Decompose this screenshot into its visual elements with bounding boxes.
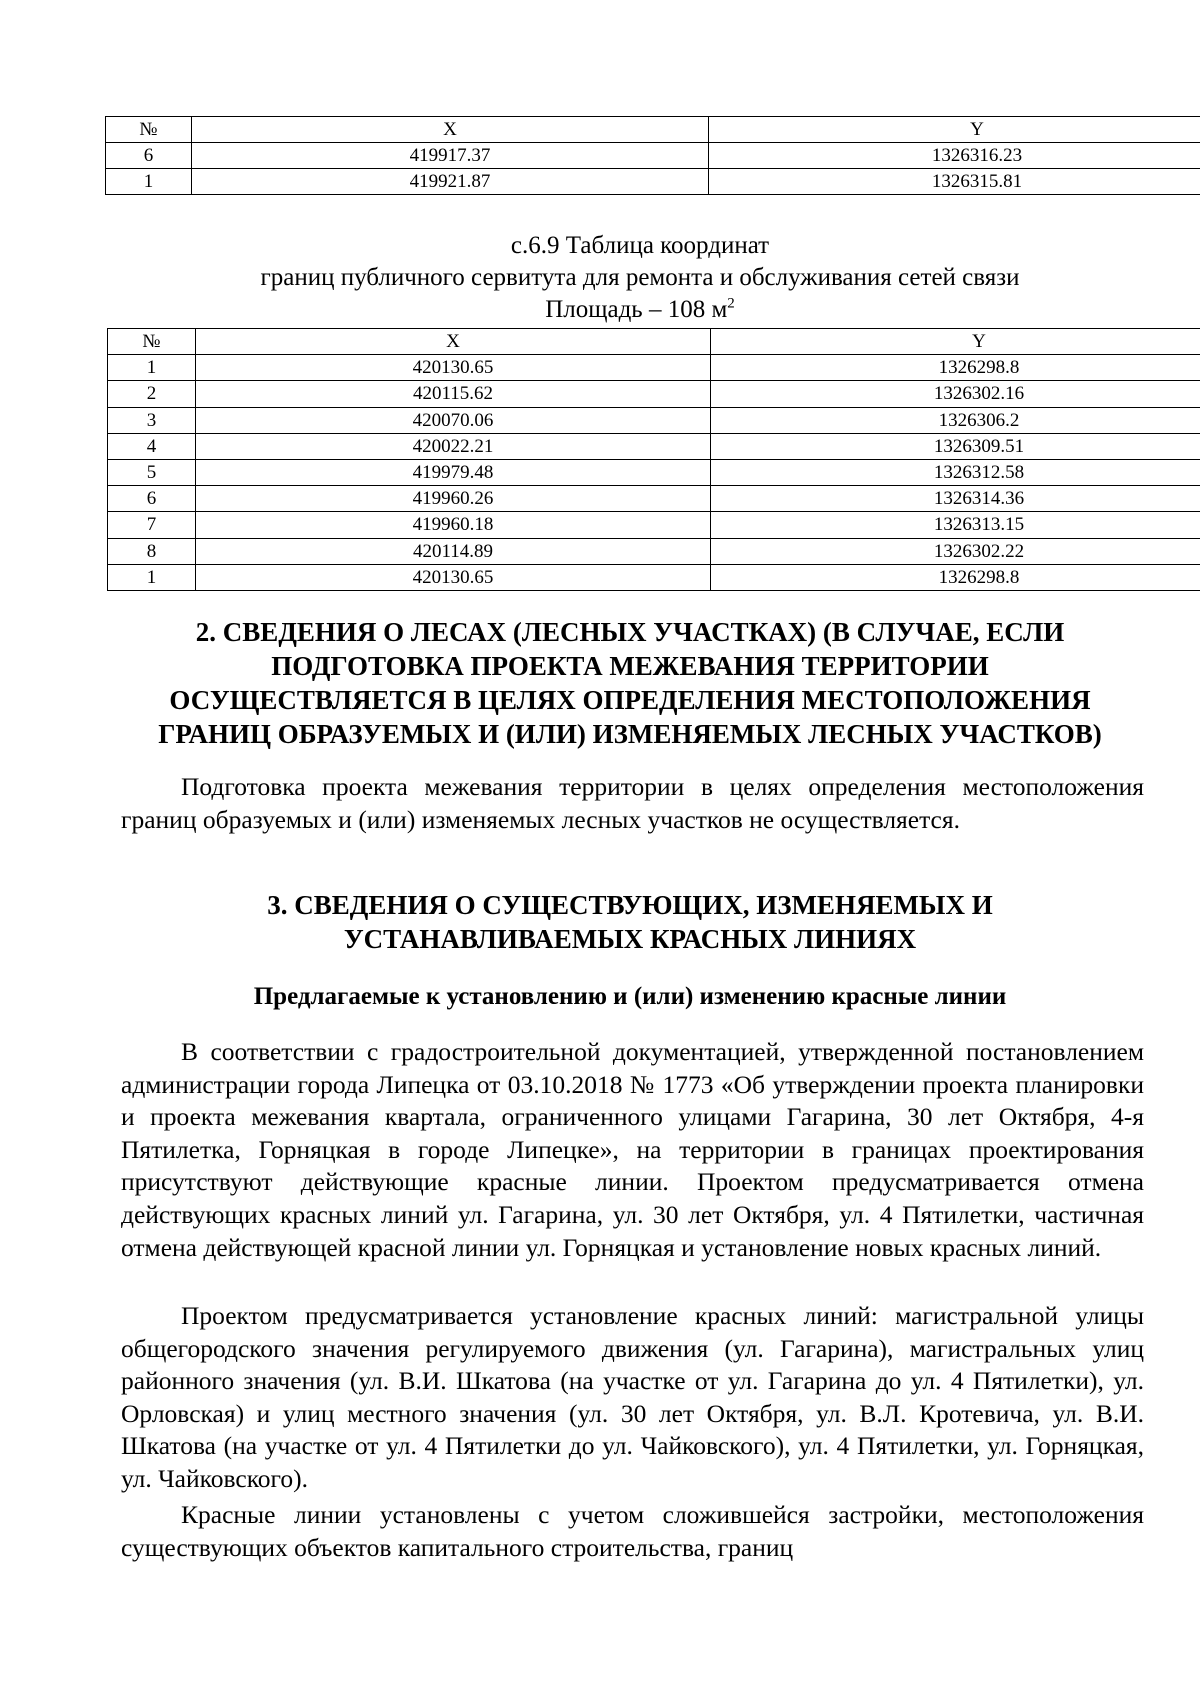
section-3-heading-line-1: 3. СВЕДЕНИЯ О СУЩЕСТВУЮЩИХ, ИЗМЕНЯЕМЫХ И (267, 890, 993, 920)
table-row (108, 538, 1200, 564)
table-row (108, 355, 1200, 381)
cell-x: 420114.89 (196, 538, 711, 564)
cell-y: 1326312.58 (711, 459, 1200, 485)
cell-y: 1326298.8 (711, 355, 1200, 381)
section-3-paragraph-1: В соответствии с градостроительной документацией, утвержденной постановлением администрации города Липецка от 03.10.2018 № 1773 «Об утверждении проекта планировки и проекта межевания квартала, ограниченного улицами Гагарина, 30 лет Октября, 4-я Пятилетка, Горняцкая в городе Липецке», на территории в границах проектирования присутствуют действующие красные линии. Проектом предусматривается отмена действующих красных линий ул. Гагарина, ул. 30 лет Октября, ул. 4 Пятилетки, частичная отмена действующей красной линии ул. Горняцкая и установление новых красных линий. (121, 1037, 1144, 1262)
section-2-heading-line-3: ОСУЩЕСТВЛЯЕТСЯ В ЦЕЛЯХ ОПРЕДЕЛЕНИЯ МЕСТОПОЛОЖЕНИЯ (169, 685, 1091, 715)
table-row (106, 169, 1200, 195)
cell-y: 1326302.22 (711, 538, 1200, 564)
cell-x: 420130.65 (196, 355, 711, 381)
cell-x: 420070.06 (196, 407, 711, 433)
section-2-paragraph: Подготовка проекта межевания территории в целях определения местоположения границ образуемых и (или) изменяемых лесных участков не осуществляется. (121, 772, 1144, 834)
cell-number: 5 (108, 459, 196, 485)
cell-x: 420115.62 (196, 381, 711, 407)
coordinates-table-continued (105, 116, 1200, 195)
cell-x: 419979.48 (196, 459, 711, 485)
section-3-heading-line-2: УСТАНАВЛИВАЕМЫХ КРАСНЫХ ЛИНИЯХ (343, 924, 917, 954)
section-2-heading-line-1: 2. СВЕДЕНИЯ О ЛЕСАХ (ЛЕСНЫХ УЧАСТКАХ) (В СЛУЧАЕ, ЕСЛИ (195, 617, 1065, 647)
area-unit-superscript: 2 (727, 295, 735, 312)
cell-number: 4 (108, 433, 196, 459)
cell-x: 419960.26 (196, 486, 711, 512)
table-row (108, 433, 1200, 459)
cell-y: 1326314.36 (711, 486, 1200, 512)
cell-number: 8 (108, 538, 196, 564)
cell-y: 1326298.8 (711, 564, 1200, 590)
header-y: Y (709, 117, 1200, 143)
cell-number: 3 (108, 407, 196, 433)
header-number: № (108, 329, 196, 355)
cell-number: 1 (108, 564, 196, 590)
header-number: № (106, 117, 192, 143)
header-x: X (196, 329, 711, 355)
section-2-heading-line-2: ПОДГОТОВКА ПРОЕКТА МЕЖЕВАНИЯ ТЕРРИТОРИИ (271, 651, 989, 681)
cell-y: 1326306.2 (711, 407, 1200, 433)
table-caption-area (160, 294, 1120, 326)
table-caption-title: с.6.9 Таблица координат (510, 232, 770, 259)
cell-y: 1326316.23 (709, 143, 1200, 169)
table-caption-subtitle: границ публичного сервитута для ремонта и обслуживания сетей связи (260, 264, 1020, 291)
cell-number: 6 (106, 143, 192, 169)
cell-number: 1 (106, 169, 192, 195)
area-text: Площадь – 108 м (545, 296, 728, 323)
section-3-paragraph-3: Красные линии установлены с учетом сложившейся застройки, местоположения существующих объектов капитального строительства, границ (121, 1500, 1144, 1562)
table-row (106, 143, 1200, 169)
cell-x: 419921.87 (192, 169, 709, 195)
cell-number: 7 (108, 512, 196, 538)
table-header-row (106, 117, 1200, 143)
section-3-subheading: Предлагаемые к установлению и (или) изменению красные линии (253, 983, 1007, 1010)
table-row (108, 564, 1200, 590)
cell-number: 2 (108, 381, 196, 407)
cell-x: 419917.37 (192, 143, 709, 169)
cell-y: 1326313.15 (711, 512, 1200, 538)
section-3-paragraph-2: Проектом предусматривается установление красных линий: магистральной улицы общегородского значения регулируемого движения (ул. Гагарина), магистральных улиц районного значения (ул. В.И. Шкатова (на участке от ул. Гагарина до ул. 4 Пятилетки), ул. Орловская) и улиц местного значения (ул. 30 лет Октября, ул. В.Л. Кротевича, ул. В.И. Шкатова (на участке от ул. 4 Пятилетки до ул. Чайковского), ул. 4 Пятилетки, ул. Горняцкая, ул. Чайковского). (121, 1301, 1144, 1493)
cell-number: 6 (108, 486, 196, 512)
cell-x: 419960.18 (196, 512, 711, 538)
coordinates-table (107, 328, 1200, 591)
table-row (108, 407, 1200, 433)
cell-y: 1326302.16 (711, 381, 1200, 407)
header-x: X (192, 117, 709, 143)
table-row (108, 486, 1200, 512)
cell-number: 1 (108, 355, 196, 381)
table-row (108, 512, 1200, 538)
cell-x: 420130.65 (196, 564, 711, 590)
table-row (108, 381, 1200, 407)
header-y: Y (711, 329, 1200, 355)
table-row (108, 459, 1200, 485)
cell-y: 1326315.81 (709, 169, 1200, 195)
cell-y: 1326309.51 (711, 433, 1200, 459)
cell-x: 420022.21 (196, 433, 711, 459)
section-2-heading-line-4: ГРАНИЦ ОБРАЗУЕМЫХ И (ИЛИ) ИЗМЕНЯЕМЫХ ЛЕСНЫХ УЧАСТКОВ) (158, 719, 1102, 749)
table-header-row (108, 329, 1200, 355)
